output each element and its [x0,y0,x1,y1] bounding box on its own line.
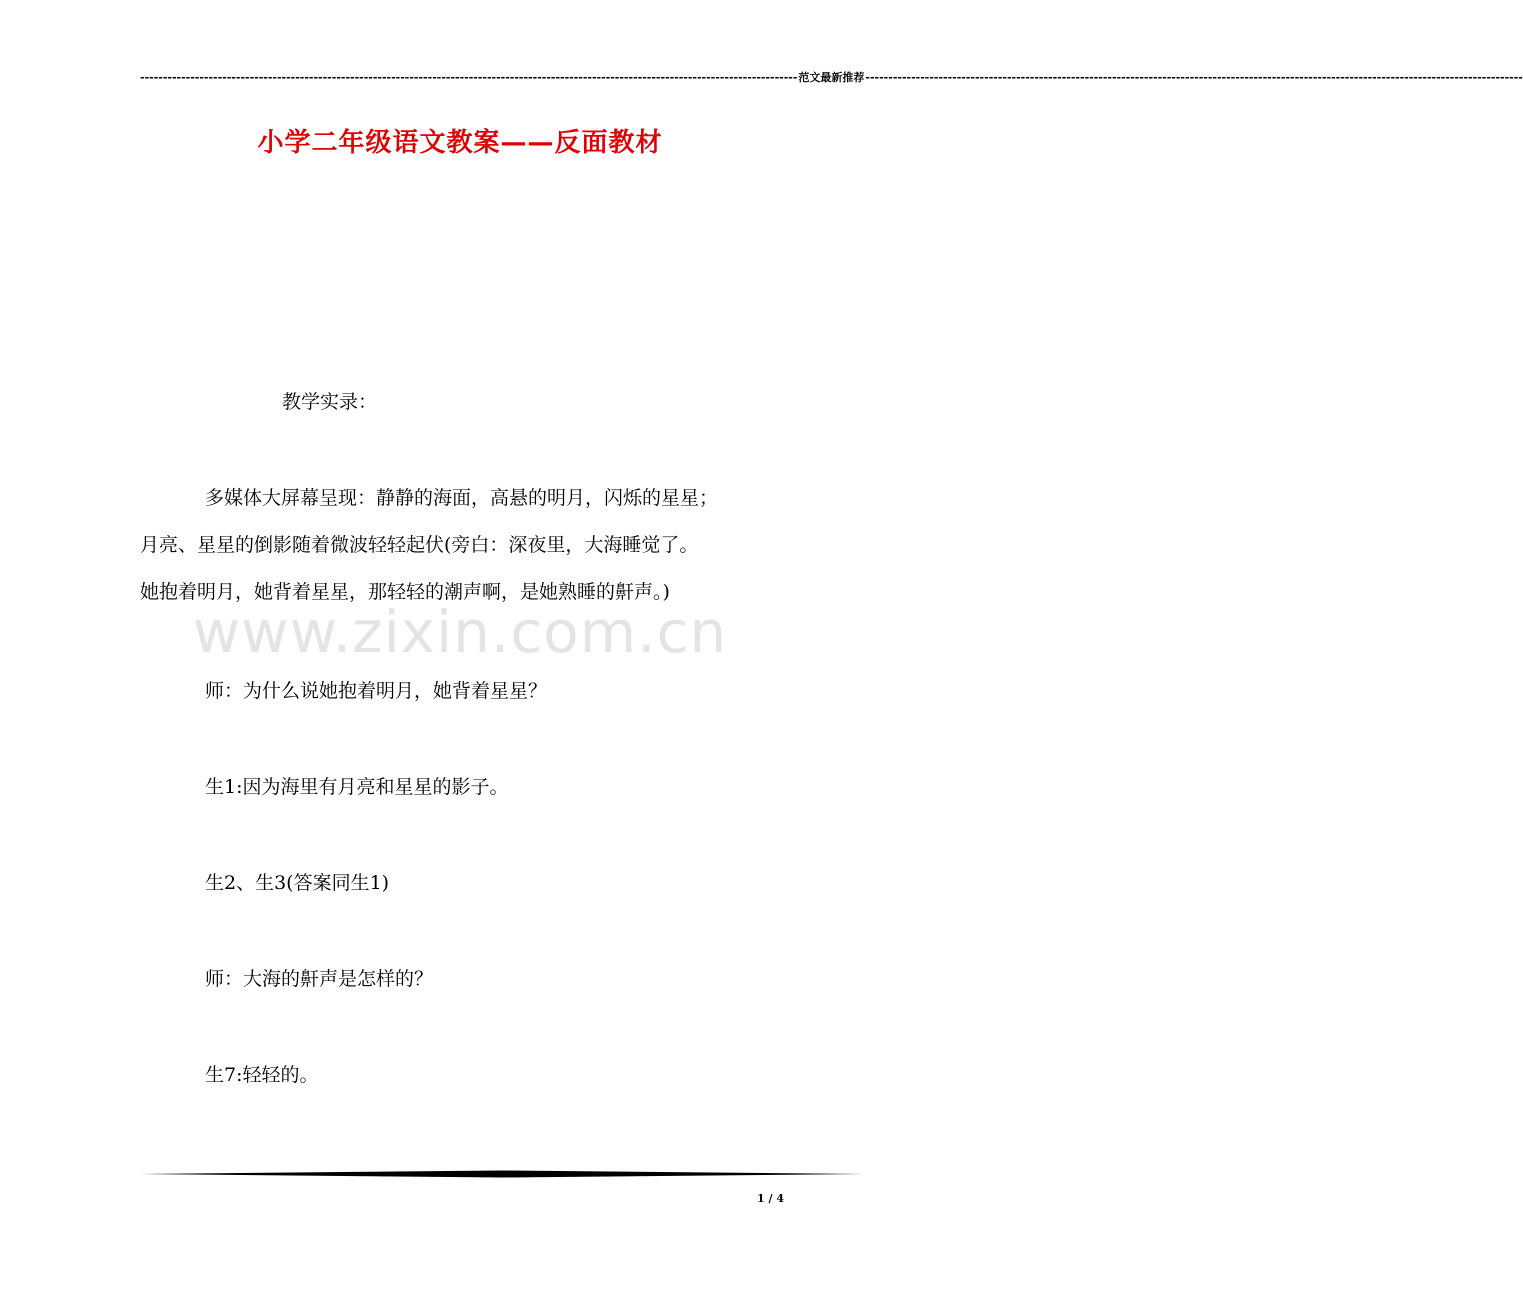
page-number: 1 / 4 [757,1192,784,1205]
header-dashes-right: ------------------------------------------------------------------------------------------------------------------------------------------------ [865,70,1523,84]
paragraph-block [140,475,800,616]
page-header [140,68,1523,86]
section-heading: 教学实录： [282,391,378,413]
dialogue-line: 师：大海的鼾声是怎样的？ [205,968,434,990]
footer-rule [140,1170,864,1178]
paragraph-line: 她抱着明月，她背着星星，那轻轻的潮声啊，是她熟睡的鼾声。) [140,581,670,603]
paragraph-line: 多媒体大屏幕呈现：静静的海面，高悬的明月，闪烁的星星； [205,487,719,509]
dialogue-line: 师：为什么说她抱着明月，她背着星星？ [205,680,548,702]
paragraph-line: 月亮、星星的倒影随着微波轻轻起伏(旁白：深夜里，大海睡觉了。 [140,534,699,556]
dialogue-line: 生2、生3(答案同生1) [205,872,390,894]
dialogue-line: 生7:轻轻的。 [205,1064,319,1086]
document-title: 小学二年级语文教案——反面教材 [257,128,663,158]
header-text: 范文最新推荐 [798,71,865,84]
header-dashes-left: ------------------------------------------------------------------------------------------------------------------------------------------------ [140,70,798,84]
dialogue-line: 生1:因为海里有月亮和星星的影子。 [205,776,509,798]
watermark: www.zixin.com.cn [192,598,728,666]
